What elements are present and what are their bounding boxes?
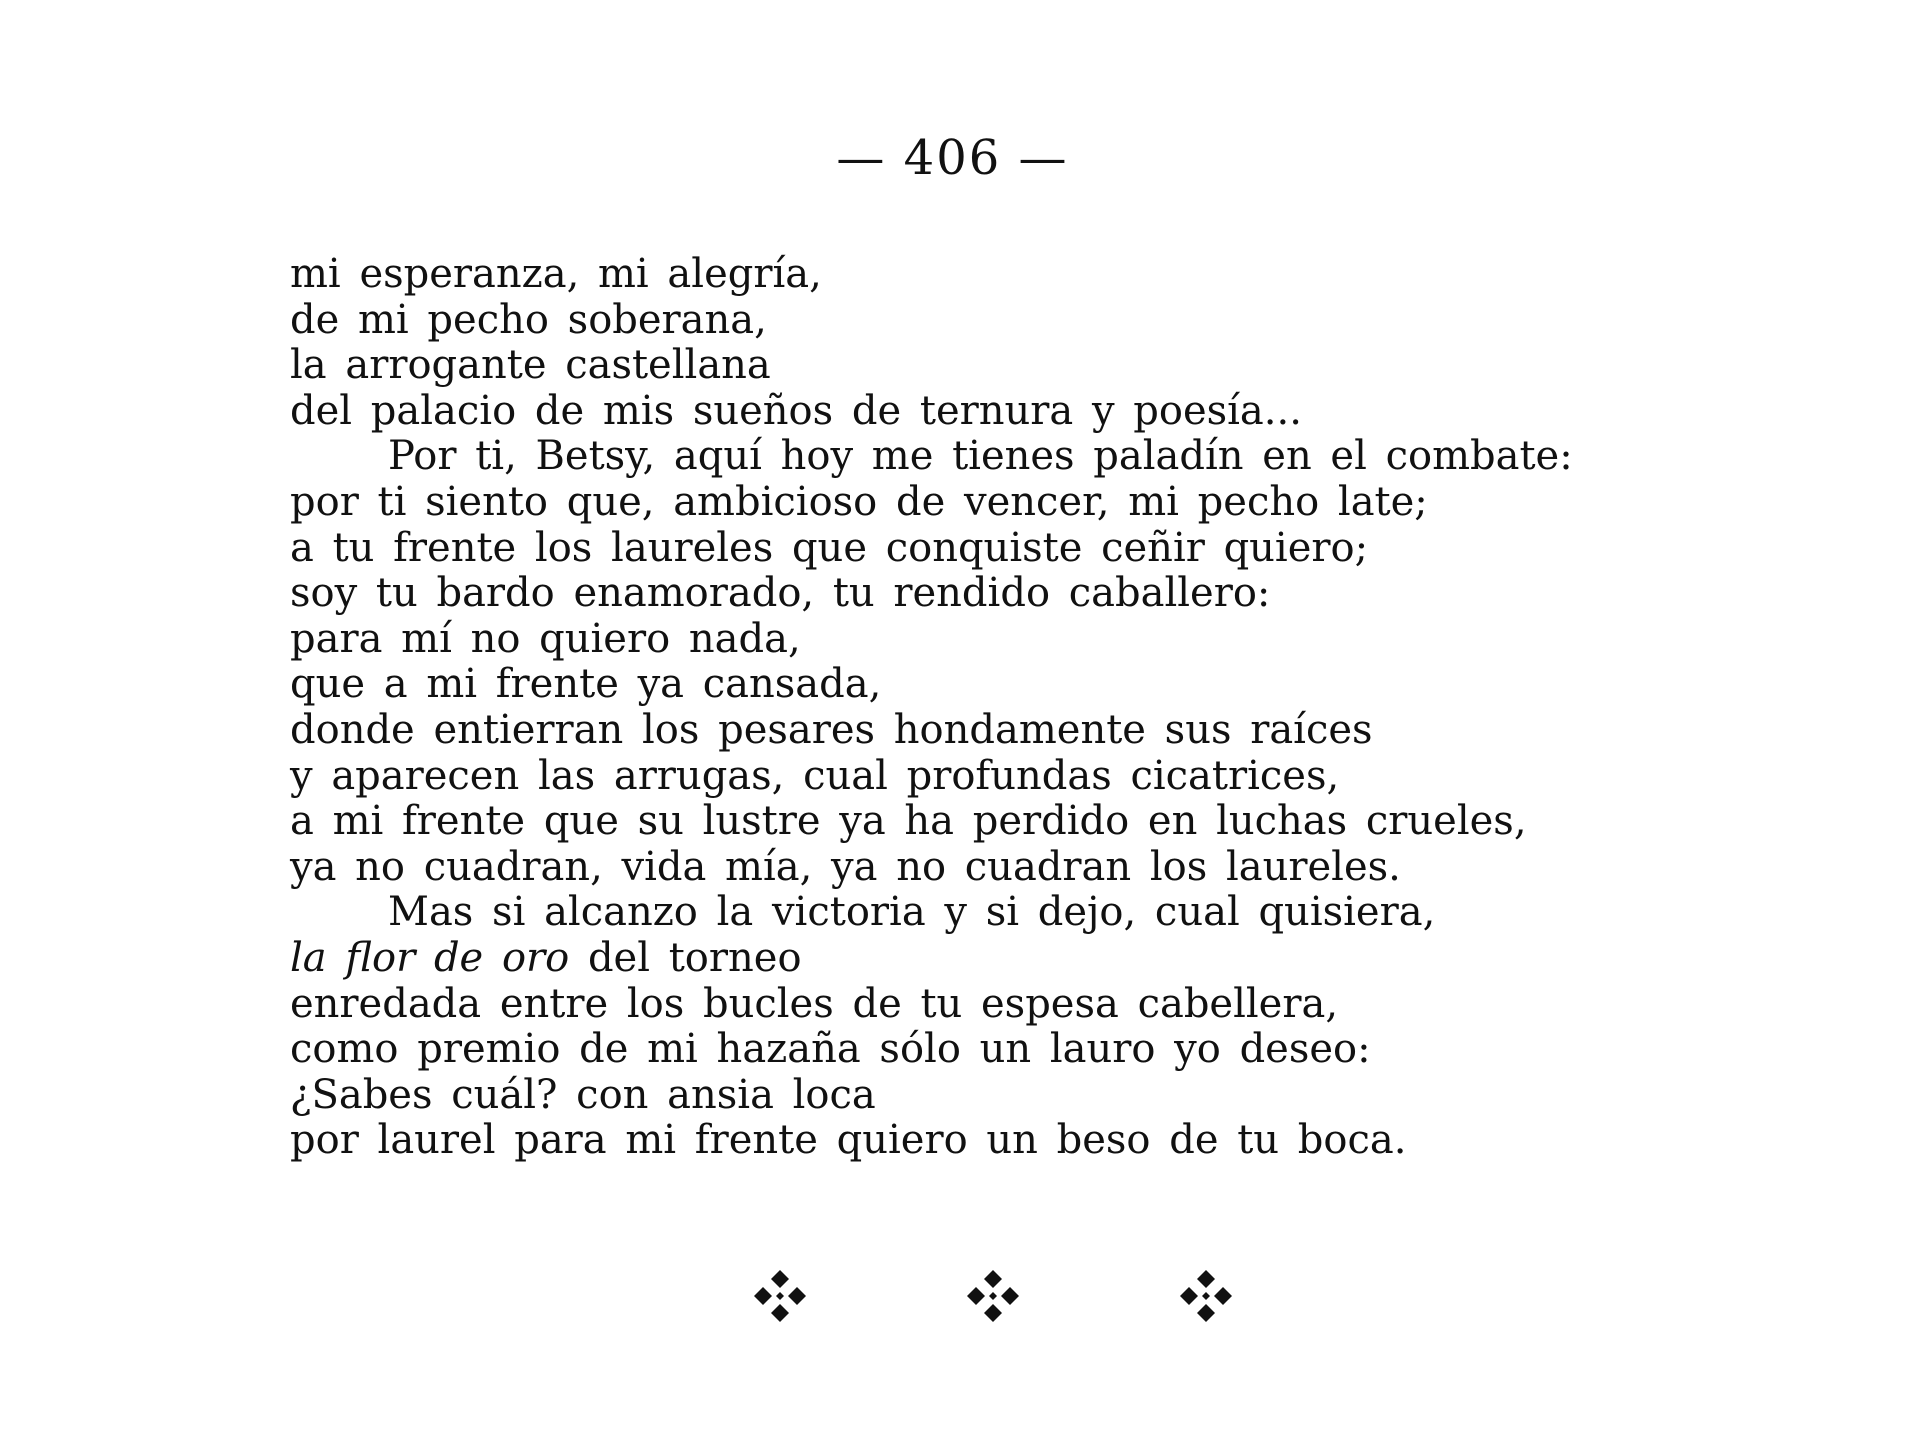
diamond-cluster-icon <box>965 1268 1021 1324</box>
italic-phrase: la flor de oro <box>290 934 570 981</box>
poem-line: que a mi frente ya cansada, <box>290 661 882 708</box>
poem-line-indented: Mas si alcanzo la victoria y si dejo, cual quisiera, <box>388 889 1436 936</box>
diamond-cluster-icon <box>1178 1268 1234 1324</box>
poem-line: para mí no quiero nada, <box>290 615 801 662</box>
poem-line: ya no cuadran, vida mía, ya no cuadran los laureles. <box>290 843 1401 890</box>
poem-line <box>290 936 1670 982</box>
diamond-cluster-icon <box>752 1268 808 1324</box>
poem-line: por ti siento que, ambicioso de vencer, mi pecho late; <box>290 478 1428 525</box>
poem-line: ¿Sabes cuál? con ansia loca <box>290 1071 876 1118</box>
poem-line: a mi frente que su lustre ya ha perdido en luchas crueles, <box>290 798 1527 845</box>
poem-line: enredada entre los bucles de tu espesa cabellera, <box>290 980 1339 1027</box>
page-number: — 406 — <box>836 130 1069 186</box>
poem-line-rest: del torneo <box>569 934 802 981</box>
poem-line: a tu frente los laureles que conquiste ceñir quiero; <box>290 524 1369 571</box>
poem-line: como premio de mi hazaña sólo un lauro yo deseo: <box>290 1026 1371 1073</box>
ornament-row <box>0 1268 1905 1328</box>
poem-line: mi esperanza, mi alegría, <box>290 251 822 297</box>
poem-line: donde entierran los pesares hondamente sus raíces <box>290 706 1373 753</box>
poem-line: de mi pecho soberana, <box>290 296 767 343</box>
poem-line: del palacio de mis sueños de ternura y poesía... <box>290 387 1302 434</box>
poem-body <box>290 252 1670 1164</box>
poem-line-indented: Por ti, Betsy, aquí hoy me tienes paladín en el combate: <box>388 433 1573 480</box>
poem-line: y aparecen las arrugas, cual profundas cicatrices, <box>290 752 1340 799</box>
poem-line: soy tu bardo enamorado, tu rendido caballero: <box>290 570 1271 617</box>
poem-line: por laurel para mi frente quiero un beso de tu boca. <box>290 1117 1407 1164</box>
poem-line: la arrogante castellana <box>290 342 771 389</box>
